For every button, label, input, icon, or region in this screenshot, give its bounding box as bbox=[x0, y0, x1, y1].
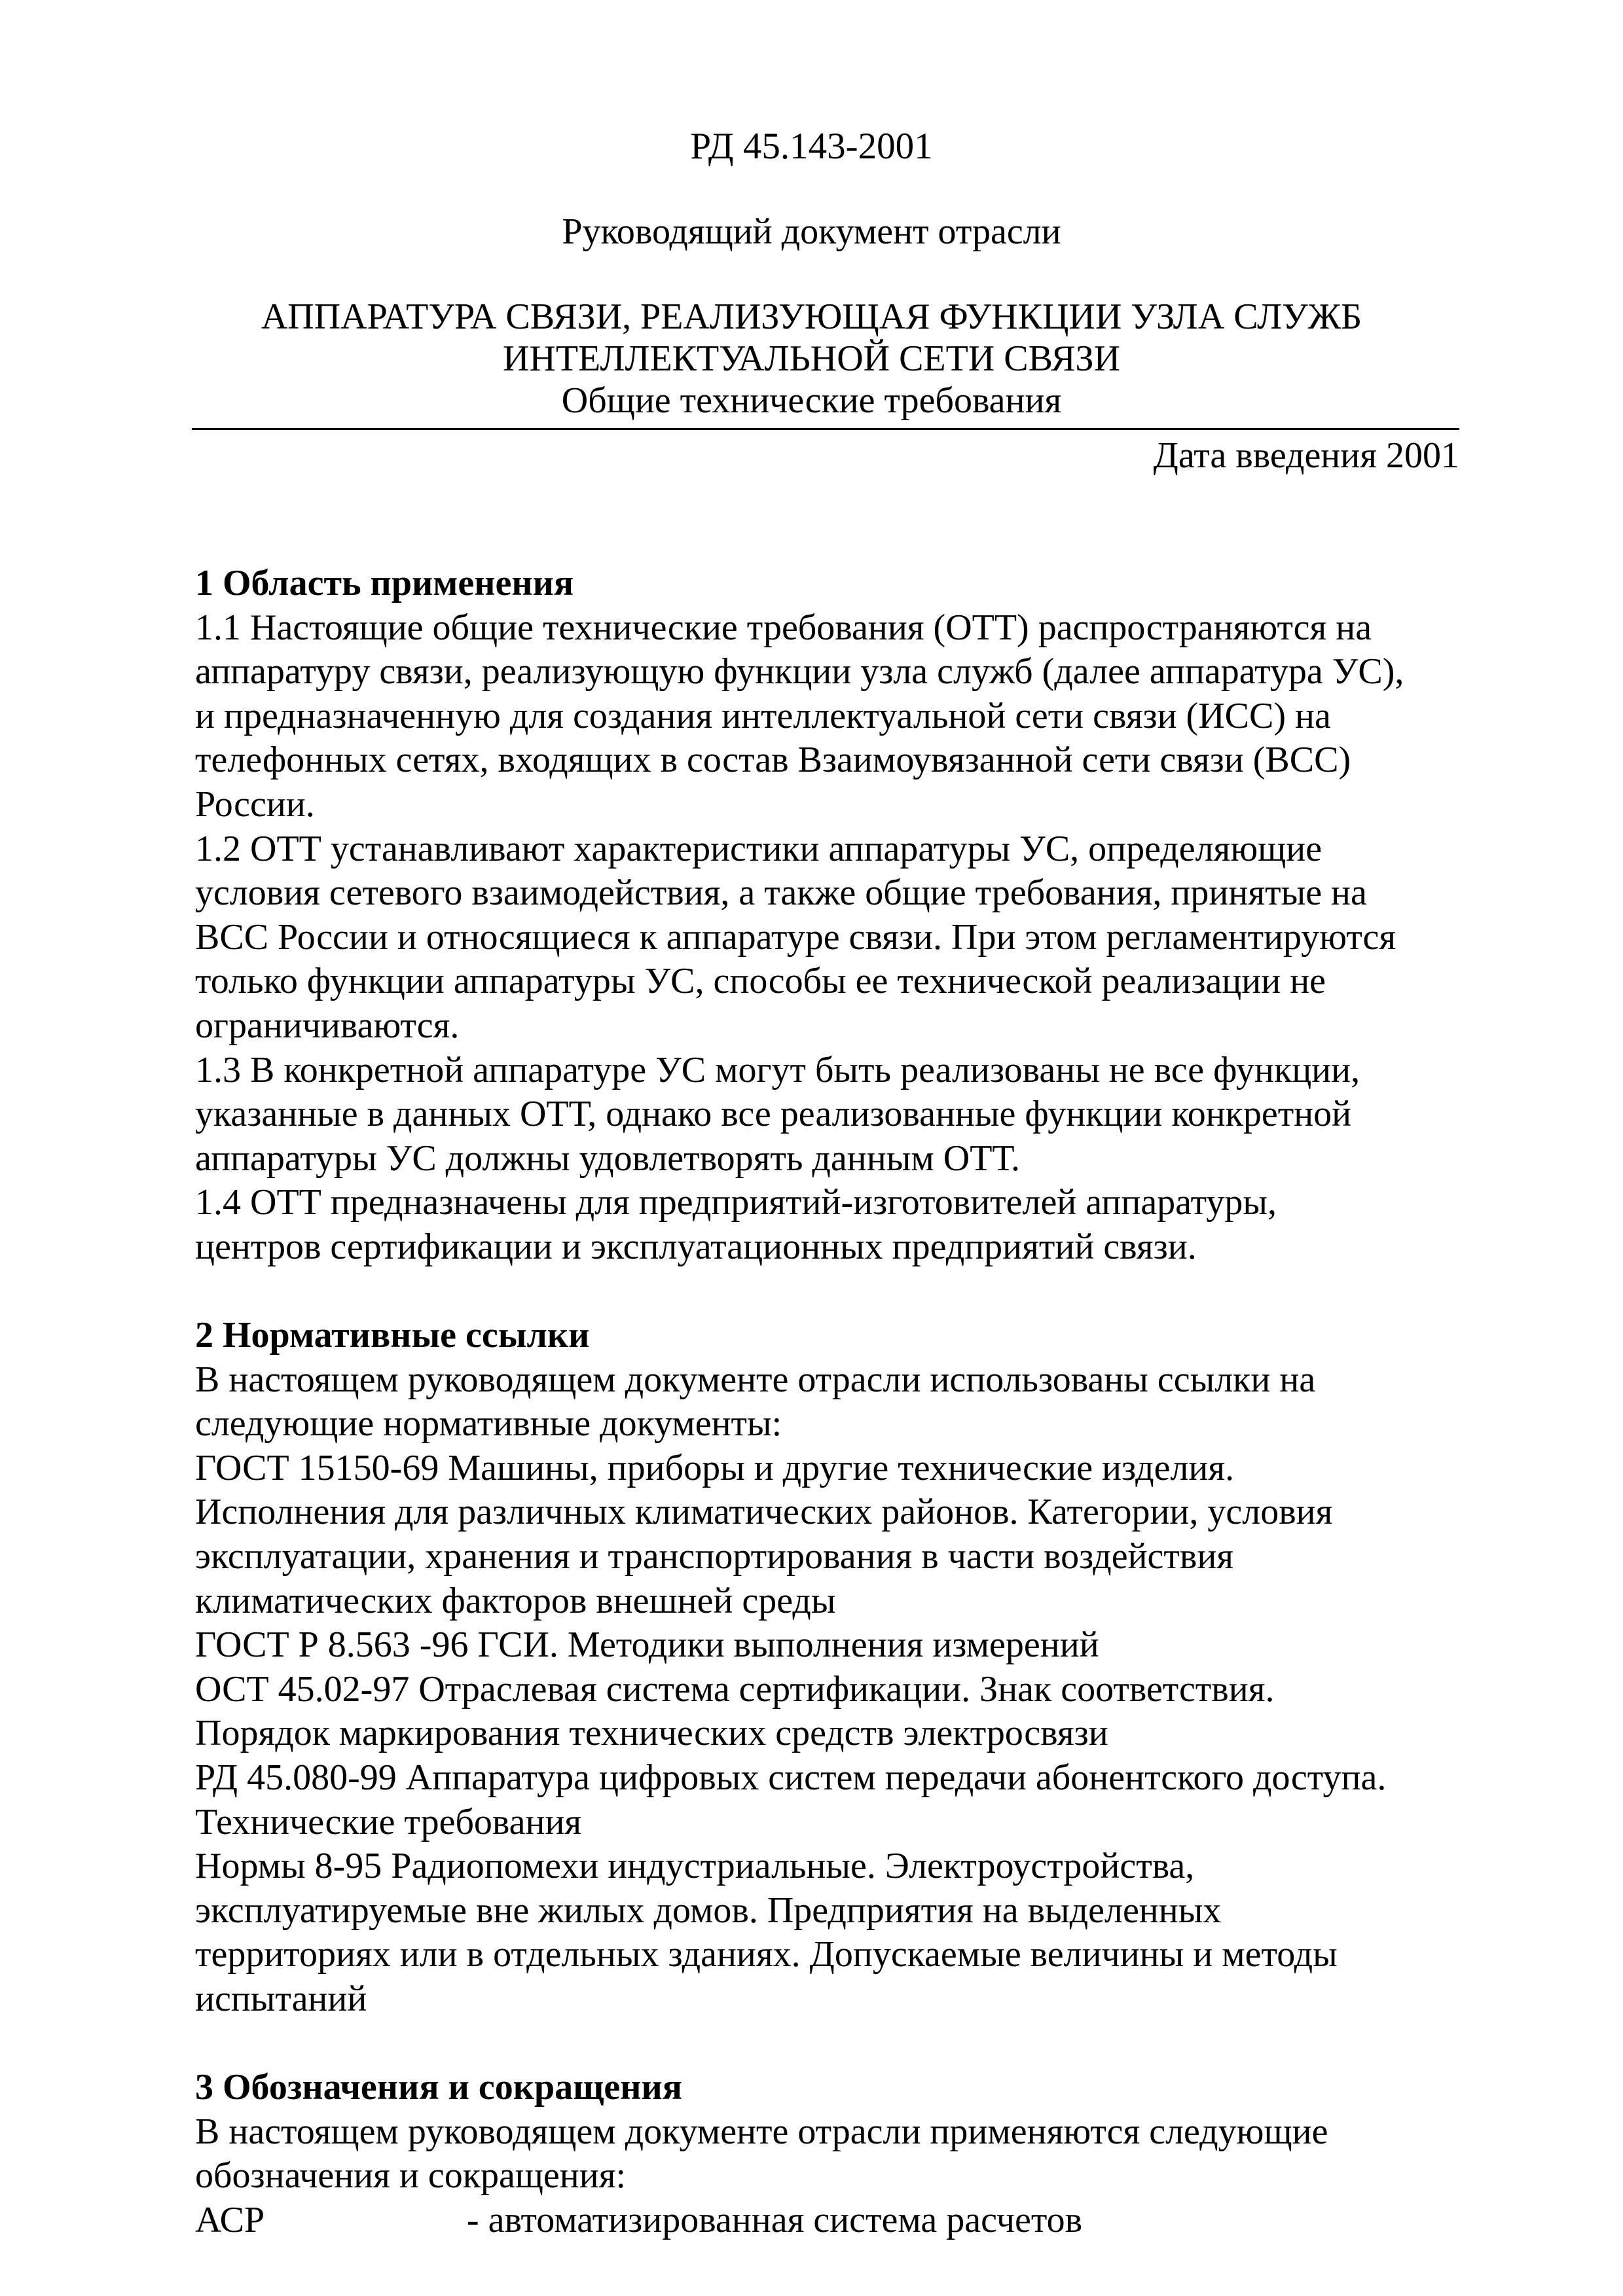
text-line: Технические требования bbox=[195, 1801, 582, 1842]
document-title-line: АППАРАТУРА СВЯЗИ, РЕАЛИЗУЮЩАЯ ФУНКЦИИ УЗЛА СЛУЖБ bbox=[261, 296, 1362, 337]
abbreviation-term: АСР bbox=[195, 2199, 265, 2240]
text-line: В настоящем руководящем документе отрасли применяются следующие bbox=[195, 2111, 1328, 2152]
text-line: России. bbox=[195, 783, 315, 825]
document-code: РД 45.143-2001 bbox=[690, 126, 933, 167]
document-type: Руководящий документ отрасли bbox=[562, 211, 1061, 252]
text-line: телефонных сетях, входящих в состав Взаимоувязанной сети связи (ВСС) bbox=[195, 740, 1351, 781]
text-line: центров сертификации и эксплуатационных предприятий связи. bbox=[195, 1226, 1197, 1267]
title-divider bbox=[192, 428, 1459, 430]
text-line: 1.4 ОТТ предназначены для предприятий-изготовителей аппаратуры, bbox=[195, 1182, 1277, 1223]
text-line: эксплуатируемые вне жилых домов. Предприятия на выделенных bbox=[195, 1890, 1222, 1931]
text-line: 1.1 Настоящие общие технические требования (ОТТ) распространяются на bbox=[195, 607, 1372, 648]
abbreviation-definition: - автоматизированная система расчетов bbox=[467, 2199, 1083, 2240]
text-line: РД 45.080-99 Аппаратура цифровых систем передачи абонентского доступа. bbox=[195, 1757, 1387, 1799]
text-line: условия сетевого взаимодействия, а также общие требования, принятые на bbox=[195, 872, 1367, 914]
text-line: ОСТ 45.02-97 Отраслевая система сертификации. Знак соответствия. bbox=[195, 1668, 1275, 1710]
text-line: Порядок маркирования технических средств электросвязи bbox=[195, 1713, 1108, 1754]
text-line: ГОСТ Р 8.563 -96 ГСИ. Методики выполнения измерений bbox=[195, 1624, 1099, 1666]
text-line: только функции аппаратуры УС, способы ее технической реализации не bbox=[195, 961, 1326, 1002]
introduction-date: Дата введения 2001 bbox=[1153, 435, 1459, 476]
text-line: территориях или в отдельных зданиях. Допускаемые величины и методы bbox=[195, 1934, 1338, 1975]
text-line: испытаний bbox=[195, 1979, 367, 2019]
text-line: аппаратуру связи, реализующую функции узла служб (далее аппаратура УС), bbox=[195, 651, 1404, 692]
text-line: Нормы 8-95 Радиопомехи индустриальные. Электроустройства, bbox=[195, 1846, 1195, 1887]
text-line: аппаратуры УС должны удовлетворять данным ОТТ. bbox=[195, 1138, 1021, 1179]
paragraph-gap bbox=[195, 1270, 1459, 1314]
text-line: ограничиваются. bbox=[195, 1005, 460, 1046]
abbreviation-row bbox=[195, 2198, 1459, 2243]
document-title-line: ИНТЕЛЛЕКТУАЛЬНОЙ СЕТИ СВЯЗИ bbox=[502, 338, 1121, 379]
document-subtitle: Общие технические требования bbox=[561, 380, 1062, 421]
document-title-block bbox=[0, 296, 1623, 422]
document-body bbox=[195, 562, 1459, 2243]
text-line: В настоящем руководящем документе отрасли использованы ссылки на bbox=[195, 1359, 1316, 1400]
section-heading: 3 Обозначения и сокращения bbox=[195, 2067, 683, 2108]
text-line: следующие нормативные документы: bbox=[195, 1403, 782, 1444]
section-heading: 2 Нормативные ссылки bbox=[195, 1315, 590, 1356]
text-line: обозначения и сокращения: bbox=[195, 2155, 627, 2197]
text-line: 1.3 В конкретной аппаратуре УС могут быть реализованы не все функции, bbox=[195, 1049, 1360, 1090]
text-line: ВСС России и относящиеся к аппаратуре связи. При этом регламентируются bbox=[195, 916, 1396, 958]
section-heading: 1 Область применения bbox=[195, 563, 574, 603]
text-line: эксплуатации, хранения и транспортирования в части воздействия bbox=[195, 1536, 1234, 1577]
text-line: и предназначенную для создания интеллектуальной сети связи (ИСС) на bbox=[195, 695, 1331, 736]
text-line: климатических факторов внешней среды bbox=[195, 1580, 836, 1621]
text-line: Исполнения для различных климатических районов. Категории, условия bbox=[195, 1492, 1333, 1533]
paragraph-gap bbox=[195, 2022, 1459, 2066]
text-line: ГОСТ 15150-69 Машины, приборы и другие технические изделия. bbox=[195, 1447, 1235, 1488]
text-line: указанные в данных ОТТ, однако все реализованные функции конкретной bbox=[195, 1094, 1352, 1135]
text-line: 1.2 ОТТ устанавливают характеристики аппаратуры УС, определяющие bbox=[195, 828, 1322, 869]
